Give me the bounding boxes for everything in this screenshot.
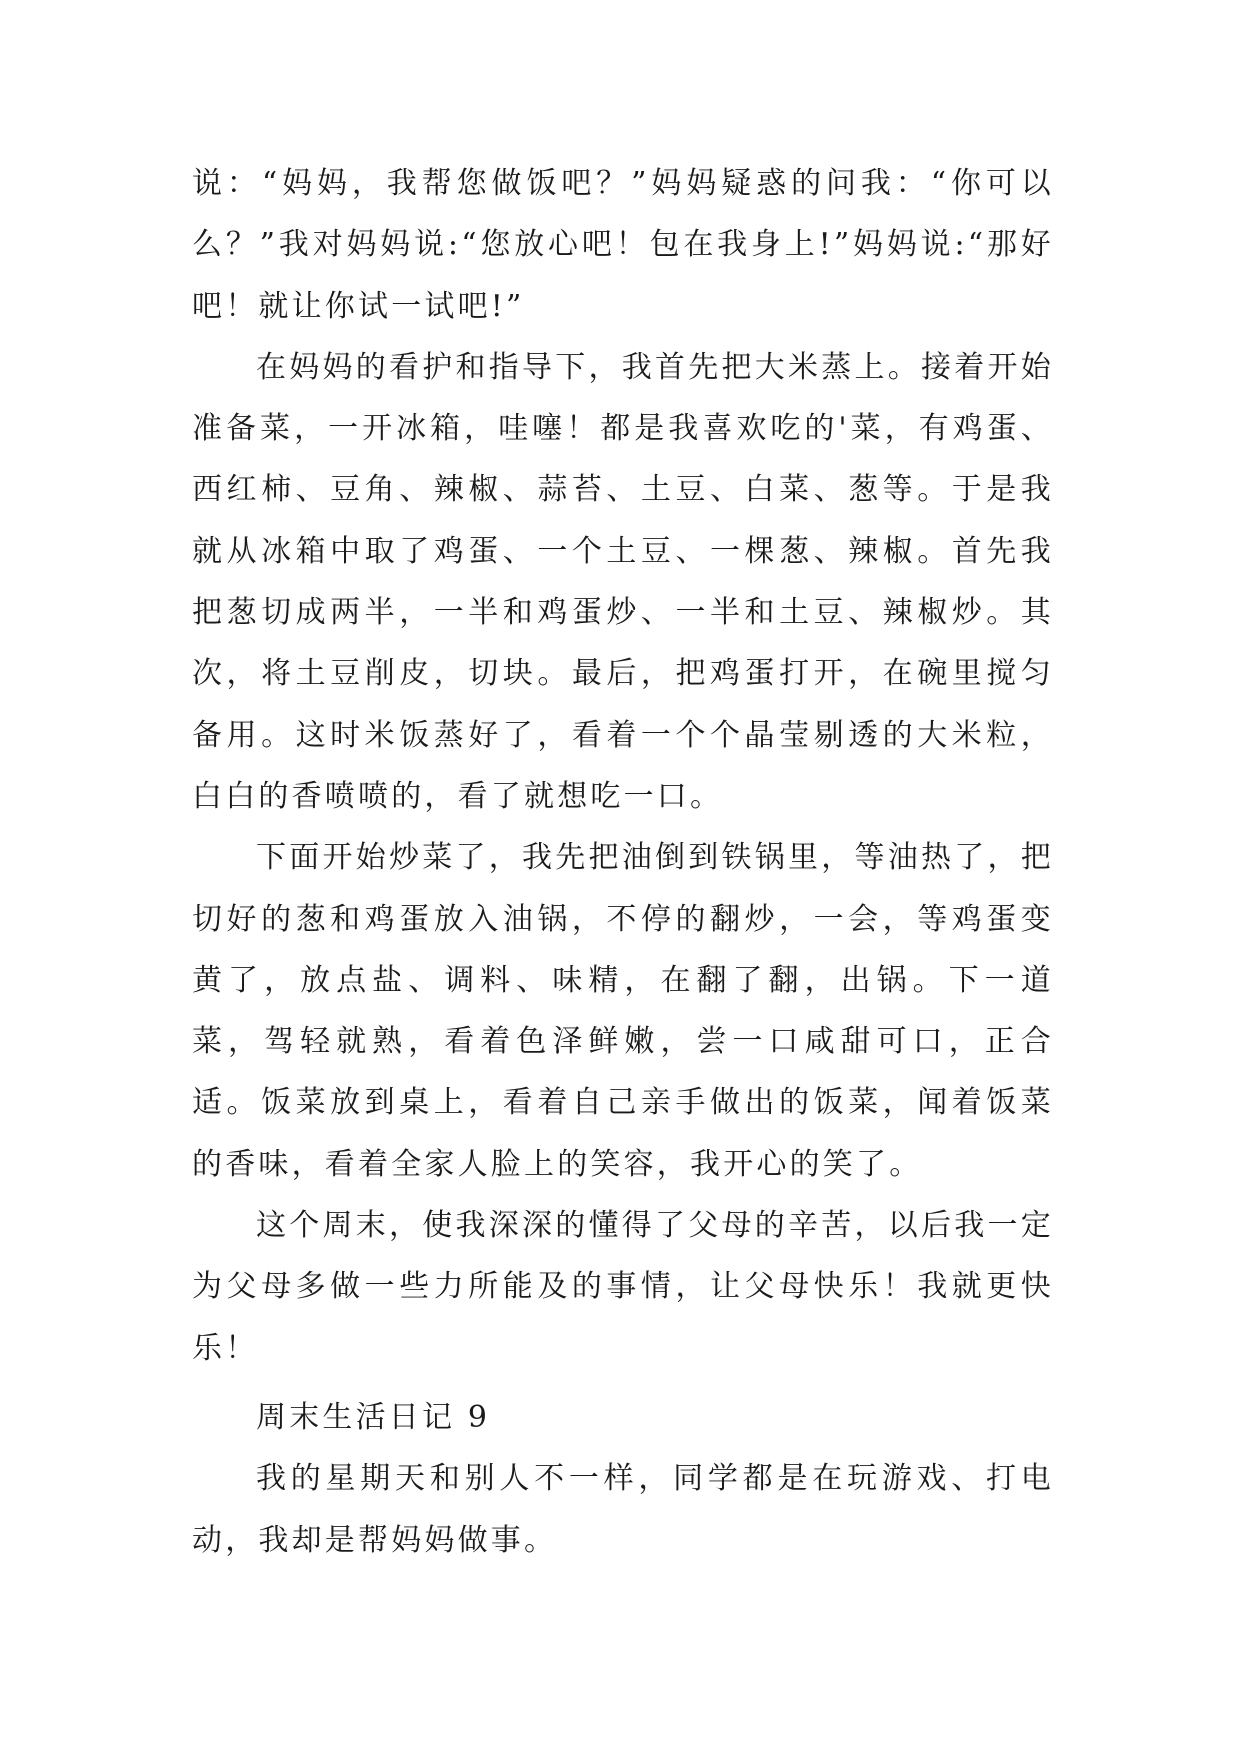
diary-body-continued: [192, 153, 1054, 1379]
diary-entry-9: [192, 1387, 1054, 1571]
paragraph-conclusion: 这个周末，使我深深的懂得了父母的辛苦，以后我一定为父母多做一些力所能及的事情，让父母快乐！我就更快乐！: [192, 1208, 1054, 1366]
section-heading: 周末生活日记 9: [256, 1400, 491, 1435]
paragraph-cooking: 下面开始炒菜了，我先把油倒到铁锅里，等油热了，把切好的葱和鸡蛋放入油锅，不停的翻炒，一会，等鸡蛋变黄了，放点盐、调料、味精，在翻了翻，出锅。下一道菜，驾轻就熟，看着色泽鲜嫩，尝一口咸甜可口，正合适。饭菜放到桌上，看着自己亲手做出的饭菜，闻着饭菜的香味，看着全家人脸上的笑容，我开心的笑了。: [192, 840, 1054, 1182]
paragraph-intro: 我的星期天和别人不一样，同学都是在玩游戏、打电动，我却是帮妈妈做事。: [192, 1461, 1054, 1558]
paragraph-dialogue: 说：“妈妈，我帮您做饭吧？”妈妈疑惑的问我：“你可以么？”我对妈妈说:“您放心吧！包在我身上!”妈妈说:“那好吧！就让你试一试吧!”: [192, 166, 1054, 324]
paragraph-preparation: 在妈妈的看护和指导下，我首先把大米蒸上。接着开始准备菜，一开冰箱，哇噻！都是我喜欢吃的'菜，有鸡蛋、西红柿、豆角、辣椒、蒜苔、土豆、白菜、葱等。于是我就从冰箱中取了鸡蛋、一个土豆、一棵葱、辣椒。首先我把葱切成两半，一半和鸡蛋炒、一半和土豆、辣椒炒。其次，将土豆削皮，切块。最后，把鸡蛋打开，在碗里搅匀备用。这时米饭蒸好了，看着一个个晶莹剔透的大米粒，白白的香喷喷的，看了就想吃一口。: [192, 349, 1054, 814]
